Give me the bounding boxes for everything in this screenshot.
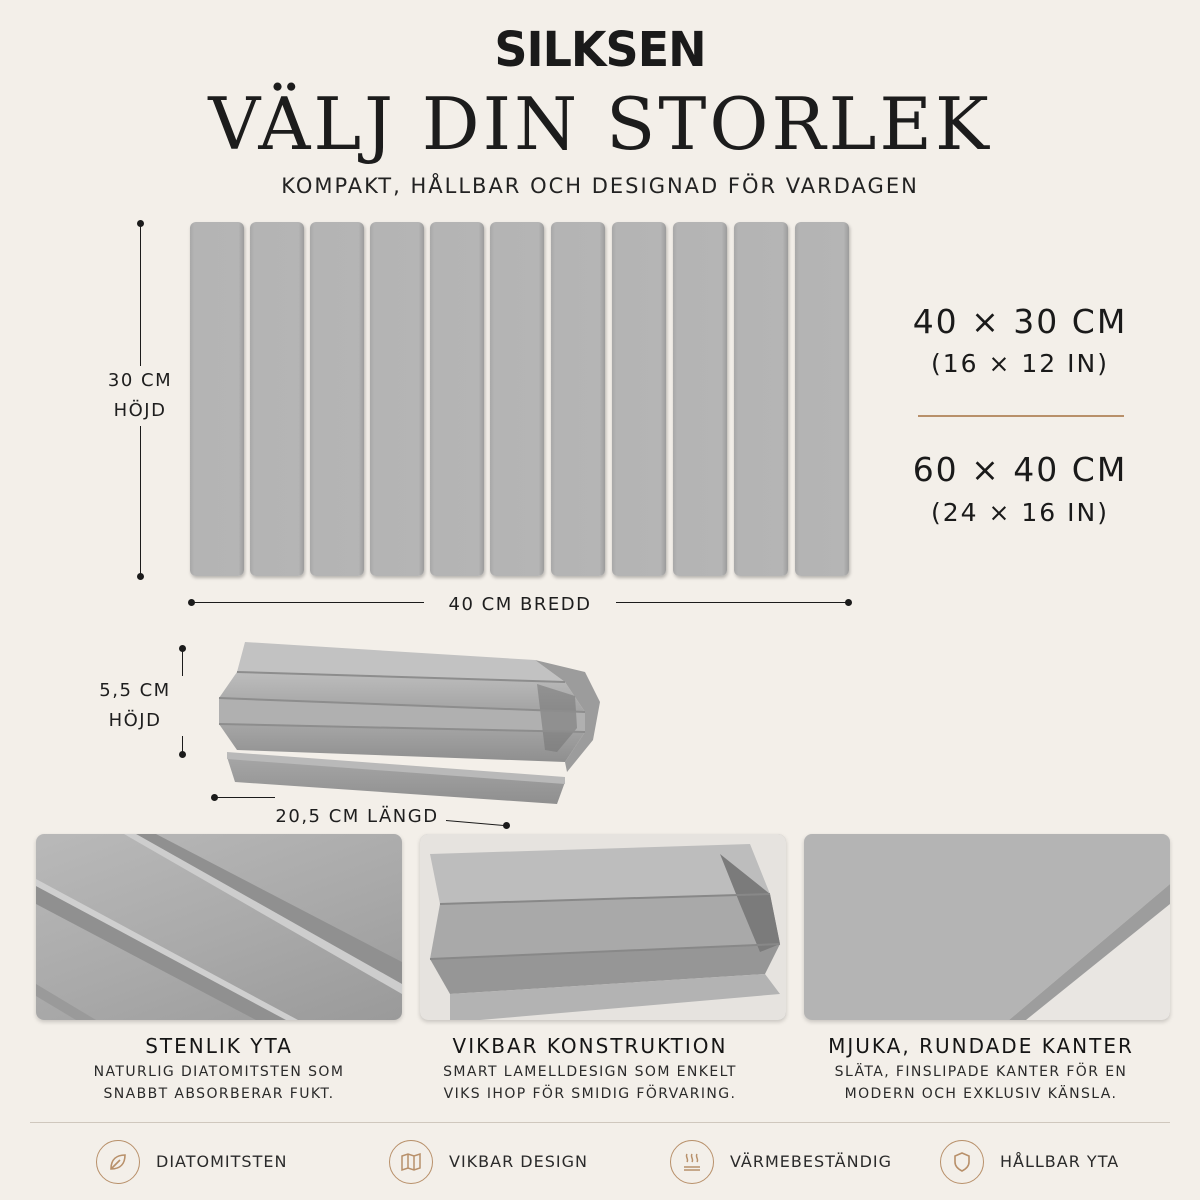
mat-slat (430, 222, 484, 576)
feature-image-rounded-edges (804, 834, 1170, 1020)
mat-slat (490, 222, 544, 576)
heat-waves-icon (670, 1140, 714, 1184)
badge-label: VÄRMEBESTÄNDIG (730, 1152, 893, 1171)
folded-height-end-dot (179, 751, 186, 758)
feature-desc-line: SMART LAMELLDESIGN SOM ENKELT (443, 1064, 737, 1080)
feature-image-foldable-construction (420, 834, 786, 1020)
badge-diatomite (96, 1140, 287, 1184)
flat-width-label: 40 CM BREDD (448, 594, 592, 615)
size-option-large-inches: (24 × 16 IN) (931, 498, 1109, 527)
width-dimension-line-left (192, 602, 424, 603)
badge-foldable-design (389, 1140, 588, 1184)
folded-length-end-dot (503, 822, 510, 829)
page-title: VÄLJ DIN STORLEK (208, 82, 992, 166)
mat-slat (551, 222, 605, 576)
feature-title-rounded-edges: MJUKA, RUNDADE KANTER (828, 1034, 1134, 1058)
width-dimension-line-right (616, 602, 848, 603)
width-dimension-end-dot (845, 599, 852, 606)
footer-divider (30, 1122, 1170, 1123)
feature-desc-line: SLÄTA, FINSLIPADE KANTER FÖR EN (834, 1064, 1128, 1080)
badge-label: DIATOMITSTEN (156, 1152, 288, 1171)
feature-desc-line: SNABBT ABSORBERAR FUKT. (103, 1086, 335, 1102)
flat-height-label (90, 366, 190, 426)
feature-desc-stone-surface (29, 1061, 409, 1105)
feature-title-stone-surface: STENLIK YTA (145, 1034, 293, 1058)
feature-desc-line: VIKS IHOP FÖR SMIDIG FÖRVARING. (443, 1086, 737, 1102)
feature-desc-line: MODERN OCH EXKLUSIV KÄNSLA. (844, 1086, 1118, 1102)
folded-length-line-left (215, 797, 275, 798)
shield-icon (940, 1140, 984, 1184)
feature-desc-foldable (400, 1061, 780, 1105)
mat-slat (795, 222, 849, 576)
leaf-icon (96, 1140, 140, 1184)
feature-desc-rounded-edges (791, 1061, 1171, 1105)
folded-length-label: 20,5 CM LÄNGD (275, 806, 439, 827)
flat-height-caption: HÖJD (113, 400, 167, 421)
badge-label: HÅLLBAR YTA (1000, 1152, 1120, 1171)
folded-map-icon (389, 1140, 433, 1184)
folded-mat-image (205, 632, 615, 812)
folded-height-label (85, 676, 185, 736)
badge-label: VIKBAR DESIGN (449, 1152, 588, 1171)
brand-logo: SILKSEN (494, 20, 706, 78)
folded-height-caption: HÖJD (108, 710, 162, 731)
tagline: KOMPAKT, HÅLLBAR OCH DESIGNAD FÖR VARDAGEN (281, 174, 919, 198)
folded-length-line-right (446, 820, 504, 826)
mat-slat (310, 222, 364, 576)
mat-slat (673, 222, 727, 576)
size-divider (918, 415, 1124, 417)
folded-height-value: 5,5 CM (99, 680, 171, 701)
mat-slat (734, 222, 788, 576)
badge-durable-surface (940, 1140, 1119, 1184)
feature-desc-line: NATURLIG DIATOMITSTEN SOM (93, 1064, 345, 1080)
badge-heat-resistant (670, 1140, 892, 1184)
mat-slat (250, 222, 304, 576)
size-option-small-inches: (16 × 12 IN) (931, 349, 1109, 378)
height-dimension-end-dot (137, 573, 144, 580)
mat-slat (612, 222, 666, 576)
flat-height-value: 30 CM (107, 370, 173, 391)
size-option-small: 40 × 30 CM (912, 302, 1128, 341)
mat-slat (370, 222, 424, 576)
feature-image-stone-surface (36, 834, 402, 1020)
size-option-large: 60 × 40 CM (912, 450, 1128, 489)
feature-title-foldable: VIKBAR KONSTRUKTION (452, 1034, 728, 1058)
mat-slat (190, 222, 244, 576)
